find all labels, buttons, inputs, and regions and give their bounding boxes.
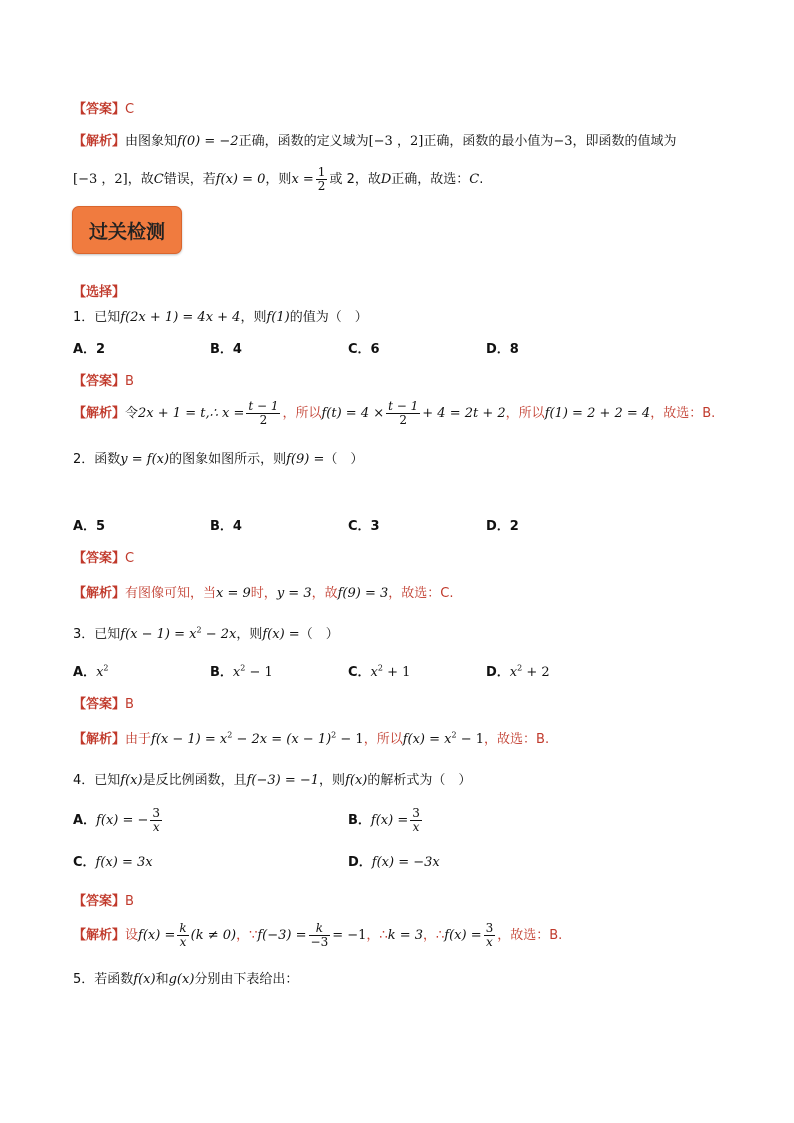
q3-stem: 3．已知$f(x - 1) = x^2 - 2x$，则f(x) =（ ） xyxy=(73,625,339,642)
q4-option-d: D．f(x) = −3x xyxy=(348,855,440,870)
q1-option-a: A．2 xyxy=(73,342,106,357)
q1-answer-value: B xyxy=(125,374,134,389)
intro-analysis-line-1: 【解析】由图象知f(0) = −2正确，函数的定义域为[−3 ，2]正确，函数的最小值为−3，即函数的值域为 xyxy=(73,134,677,149)
q1-answer-line: 【答案】B xyxy=(73,374,134,389)
q3-option-c: C．$x^2 + 1$ xyxy=(348,663,411,680)
q4-answer-line: 【答案】B xyxy=(73,894,134,909)
fraction: $\frac{k}{-3}$ xyxy=(310,921,329,949)
answer-value: C xyxy=(125,102,135,117)
q4-option-b: B．f(x) = $\frac{3}{x}$ xyxy=(348,806,420,834)
fraction: $\frac{3}{x}$ xyxy=(412,806,420,834)
q1-stem: 1．已知f(2x + 1) = 4x + 4，则f(1)的值为（ ） xyxy=(73,310,368,325)
q4-option-c: C．f(x) = 3x xyxy=(73,855,153,870)
q5-stem: 5．若函数f(x)和g(x)分别由下表给出： xyxy=(73,972,299,987)
fraction: $\frac{t - 1}{2}$ xyxy=(388,399,419,427)
q4-answer-value: B xyxy=(125,894,134,909)
q2-option-b: B．4 xyxy=(210,519,242,534)
fraction: $\frac{3}{x}$ xyxy=(485,921,494,949)
q3-option-d: D．$x^2 + 2$ xyxy=(486,663,550,680)
fraction: $\frac{3}{x}$ xyxy=(152,806,161,834)
q1-option-d: D．8 xyxy=(486,342,519,357)
q2-stem: 2．函数y = f(x)的图象如图所示，则f(9) =（ ） xyxy=(73,452,364,467)
q1-option-b: B．4 xyxy=(210,342,242,357)
choose-heading: 【选择】 xyxy=(73,285,126,300)
intro-answer-line xyxy=(73,101,134,119)
q3-analysis-line: 【解析】由于$f(x - 1) = x^2 - 2x = (x - 1)^2 - 1$，所以$f(x) = x^2 - 1$，故选：B. xyxy=(73,730,550,747)
fraction-one-half: $\frac{1}{2}$ xyxy=(317,165,326,193)
q2-option-a: A．5 xyxy=(73,519,106,534)
q1-option-c: C．6 xyxy=(348,342,380,357)
intro-analysis-line-2: [−3 ，2]，故C错误，若f(x) = 0，则x = $\frac{1}{2}$ 或 2，故D正确，故选：C. xyxy=(73,165,484,193)
q3-answer-value: B xyxy=(125,697,134,712)
q3-answer-line: 【答案】B xyxy=(73,697,134,712)
q2-option-d: D．2 xyxy=(486,519,519,534)
q2-answer-line: 【答案】C xyxy=(73,551,135,566)
fraction: $\frac{k}{x}$ xyxy=(179,921,187,949)
q1-analysis-line: 【解析】令2x + 1 = t,∴ x = $\frac{t - 1}{2}$ ，所以f(t) = 4 × $\frac{t - 1}{2}$ + 4 = 2t + 2，所以f(1) = 2 + 2 = 4，故选：B. xyxy=(73,399,716,427)
q4-option-a: A．f(x) = − $\frac{3}{x}$ xyxy=(73,806,161,834)
fraction: $\frac{t - 1}{2}$ xyxy=(248,399,279,427)
analysis-label: 【解析】 xyxy=(73,134,126,149)
q2-answer-value: C xyxy=(125,551,135,566)
q2-option-c: C．3 xyxy=(348,519,380,534)
answer-label: 【答案】 xyxy=(73,102,126,117)
q4-analysis-line: 【解析】设f(x) = $\frac{k}{x}$ (k ≠ 0)，∵f(−3) = $\frac{k}{-3}$ = −1，∴k = 3，∴f(x) = $\frac{3}{x}$ ，故选：B. xyxy=(73,921,563,949)
q3-option-b: B．$x^2 - 1$ xyxy=(210,663,273,680)
q3-option-a: A．$x^2$ xyxy=(73,663,109,680)
q4-stem: 4．已知f(x)是反比例函数，且f(−3) = −1，则f(x)的解析式为（ ） xyxy=(73,773,472,788)
section-badge: 过关检测 xyxy=(72,206,182,254)
q2-analysis-line: 【解析】有图像可知，当x = 9时，y = 3，故f(9) = 3，故选：C. xyxy=(73,586,454,601)
